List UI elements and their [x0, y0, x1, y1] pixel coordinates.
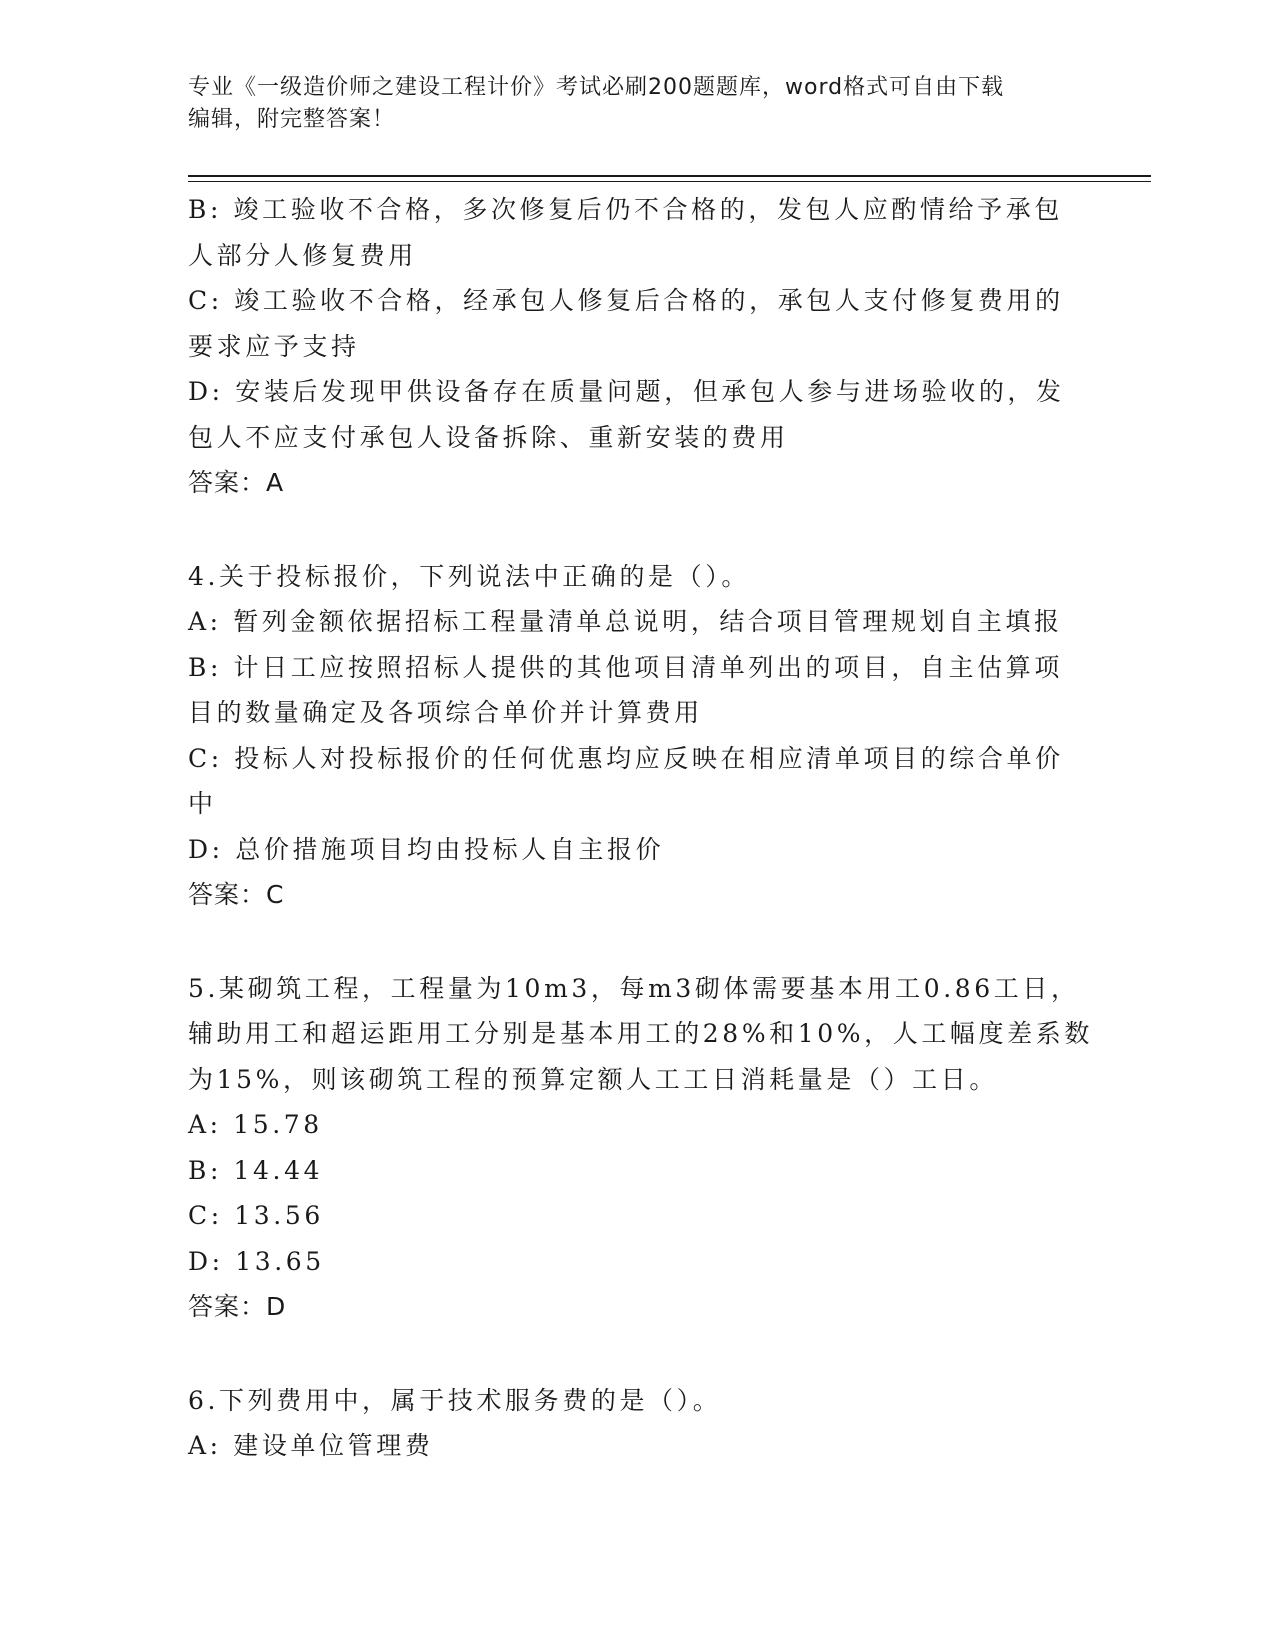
q3-option-c-line-2: 要求应予支持	[188, 331, 360, 361]
q5-option-c: C: 13.56	[188, 1201, 324, 1230]
q4-stem: 4.关于投标报价，下列说法中正确的是（）。	[188, 561, 750, 591]
q3-option-c-line-1: C: 竣工验收不合格，经承包人修复后合格的，承包人支付修复费用的	[188, 286, 1064, 315]
header-title-line-1: 专业《一级造价师之建设工程计价》考试必刷200题题库，word格式可自由下载	[188, 75, 1005, 100]
question-4	[188, 554, 1088, 918]
q5-stem-line-2: 辅助用工和超运距用工分别是基本用工的28%和10%，人工幅度差系数	[188, 1019, 1093, 1048]
header-title-line-2: 编辑，附完整答案！	[188, 107, 396, 132]
q5-stem-line-3: 为15%，则该砌筑工程的预算定额人工工日消耗量是（）工日。	[188, 1064, 998, 1094]
q4-answer: 答案：C	[188, 880, 285, 909]
q5-answer: 答案：D	[188, 1292, 287, 1321]
q6-stem: 6.下列费用中，属于技术服务费的是（）。	[188, 1385, 722, 1415]
q4-option-a: A: 暂列金额依据招标工程量清单总说明，结合项目管理规划自主填报	[188, 607, 1063, 636]
spacer	[188, 506, 1088, 554]
q3-answer: 答案：A	[188, 468, 285, 497]
q5-option-a: A: 15.78	[188, 1110, 323, 1139]
q3-option-d-line-1: D: 安装后发现甲供设备存在质量问题，但承包人参与进场验收的，发	[188, 377, 1065, 406]
q4-option-b-line-1: B: 计日工应按照招标人提供的其他项目清单列出的项目，自主估算项	[188, 652, 1063, 682]
question-5	[188, 966, 1093, 1330]
q5-option-d: D: 13.65	[188, 1246, 325, 1276]
q4-option-b-line-2: 目的数量确定及各项综合单价并计算费用	[188, 698, 703, 727]
question-6	[188, 1378, 1088, 1469]
q4-option-c-line-2: 中	[188, 789, 217, 818]
q5-stem-line-1: 5.某砌筑工程，工程量为10m3，每m3砌体需要基本用工0.86工日，	[188, 973, 1080, 1003]
q4-option-d: D: 总价措施项目均由投标人自主报价	[188, 834, 665, 864]
spacer	[188, 1330, 1088, 1378]
spacer	[188, 918, 1088, 966]
q3-option-b-line-2: 人部分人修复费用	[188, 240, 417, 270]
document-header	[188, 72, 1068, 136]
q5-option-b: B: 14.44	[188, 1155, 324, 1185]
q4-option-c-line-1: C: 投标人对投标报价的任何优惠均应反映在相应清单项目的综合单价	[188, 743, 1064, 773]
q3-option-b-line-1: B: 竣工验收不合格，多次修复后仍不合格的，发包人应酌情给予承包	[188, 195, 1063, 224]
header-divider-thin	[188, 181, 1151, 182]
question-3-tail	[188, 187, 1088, 506]
header-divider-thick	[188, 175, 1151, 177]
question-content	[188, 187, 1093, 1469]
q6-option-a: A: 建设单位管理费	[188, 1431, 434, 1460]
q3-option-d-line-2: 包人不应支付承包人设备拆除、重新安装的费用	[188, 422, 789, 452]
